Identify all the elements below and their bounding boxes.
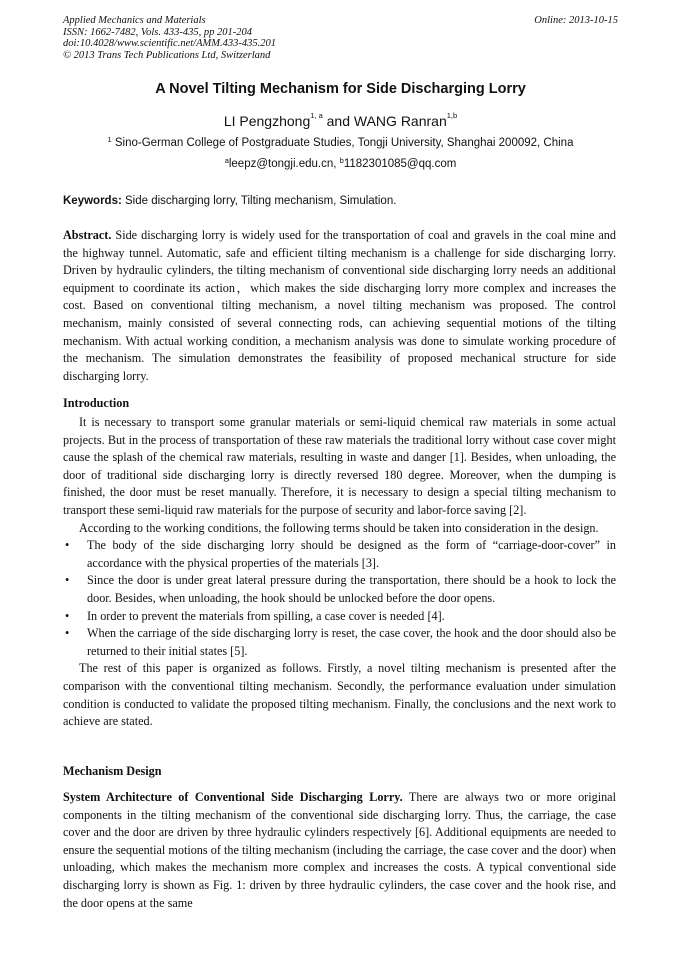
journal-name: Applied Mechanics and Materials bbox=[63, 15, 206, 26]
bullet-marker: • bbox=[65, 538, 70, 553]
bullet-marker: • bbox=[65, 608, 70, 623]
mechanism-design-heading: Mechanism Design bbox=[63, 764, 162, 778]
email-b: 1182301085@qq.com bbox=[343, 158, 457, 170]
keywords bbox=[63, 195, 618, 207]
keywords-text: Side discharging lorry, Tilting mechanism, Simulation. bbox=[121, 195, 397, 207]
online-date: Online: 2013-10-15 bbox=[534, 15, 618, 26]
email-line bbox=[63, 158, 618, 170]
mechanism-paragraph bbox=[63, 789, 616, 912]
author-2-name: WANG Ranran bbox=[353, 113, 447, 129]
mechanism-text: There are always two or more original components in the tilting mechanism of the conventional side discharging lorry. Thus, the carriage, the case cover and the door are driven by three hydraulic cylinders respectively [6]. Additional equipments are needed to ensure the sequential motions of the tilting mechanism (including the carriage, the case cover and the door) when unloading, which makes the mechanism more complex and increases the costs. A typical conventional side discharging lorry is shown as Fig. 1: driven by three hydraulic cylinders, the case cover and the hook rise, and the door opens at the same bbox=[63, 790, 616, 910]
author-conjunction: and bbox=[322, 113, 354, 129]
affiliation bbox=[63, 137, 618, 149]
journal-header bbox=[63, 15, 618, 61]
mechanism-subheading: System Architecture of Conventional Side Discharging Lorry. bbox=[63, 790, 403, 804]
list-item bbox=[63, 625, 616, 660]
list-item bbox=[63, 608, 616, 626]
intro-paragraph-1: It is necessary to transport some granular materials or semi-liquid chemical raw materials in some actual projects. But in the process of transportation of these raw materials the traditional lorry without case cover might cause the splash of the chemical raw materials, resulting in waste and danger [1]. Besides, when unloading, the door of traditional side discharging lorry is directly reversed 180 degree. Moreover, when the dumping is finished, the door must be reset manually. Therefore, it is necessary to design a special tilting mechanism to transport these semi-liquid raw materials for the purpose of security and labor-force saving [2]. bbox=[63, 415, 616, 517]
list-item-text: Since the door is under great lateral pressure during the transportation, there should be a hook to lock the door. Besides, when unloading, the hook should be unlocked before the door opens. bbox=[87, 573, 616, 605]
bullet-marker: • bbox=[65, 626, 70, 641]
abstract-paragraph bbox=[63, 227, 616, 385]
issn-line: ISSN: 1662-7482, Vols. 433-435, pp 201-204 bbox=[63, 26, 252, 38]
author-2-sup: 1,b bbox=[446, 111, 458, 120]
affiliation-sup: 1 bbox=[107, 135, 112, 144]
author-1-sup: 1, a bbox=[310, 111, 323, 120]
author-line bbox=[63, 113, 618, 129]
email-a-sup: a bbox=[224, 156, 229, 165]
abstract-label: Abstract. bbox=[63, 228, 112, 242]
bullet-marker: • bbox=[65, 573, 70, 588]
list-item-text: In order to prevent the materials from spilling, a case cover is needed [4]. bbox=[87, 608, 445, 623]
abstract bbox=[63, 227, 616, 385]
intro-paragraph-3: The rest of this paper is organized as follows. Firstly, a novel tilting mechanism is presented after the comparison with the conventional tilting mechanism. Secondly, the performance evaluation under simulation condition is conducted to validate the proposed tilting mechanism. Finally, the conclusions and the next work to achieve are stated. bbox=[63, 661, 616, 729]
list-item-text: When the carriage of the side discharging lorry is reset, the case cover, the hook and the door should also be returned to their initial states [5]. bbox=[87, 626, 616, 658]
keywords-label: Keywords: bbox=[63, 195, 122, 207]
abstract-text: Side discharging lorry is widely used for the transportation of coal and gravels in the coal mine and the highway tunnel. Automatic, safe and efficient tilting mechanism is a challenge for side discharging lorry. Driven by hydraulic cylinders, the tilting mechanism of conventional side discharging lorry needs an additional equipment to coordinate its action，which makes the side discharging lorry more complex and increases the cost. Based on conventional tilting mechanism, a novel tilting mechanism was proposed. The control mechanism, mainly consisted of several connecting rods, can achieving sequential motions of the tilting mechanism. With actual working condition, a mechanism analysis was done to simulate working procedure of the mechanism. The simulation demonstrates the feasibility of proposed mechanical structure for side discharging lorry. bbox=[63, 228, 616, 383]
intro-paragraph-2: According to the working conditions, the following terms should be taken into consideration in the design. bbox=[79, 520, 599, 535]
introduction-body bbox=[63, 414, 616, 731]
email-a: leepz@tongji.edu.cn, bbox=[228, 158, 340, 170]
doi-line: doi:10.4028/www.scientific.net/AMM.433-435.201 bbox=[63, 38, 276, 49]
copyright-line: © 2013 Trans Tech Publications Ltd, Switzerland bbox=[63, 49, 271, 61]
requirements-list bbox=[63, 537, 616, 660]
list-item bbox=[63, 572, 616, 607]
email-b-sup: b bbox=[339, 156, 344, 165]
list-item bbox=[63, 537, 616, 572]
list-item-text: The body of the side discharging lorry should be designed as the form of “carriage-door-cover” in accordance with the physical properties of the materials [3]. bbox=[87, 538, 616, 570]
mechanism-body bbox=[63, 789, 616, 912]
introduction-heading: Introduction bbox=[63, 396, 130, 410]
paper-title: A Novel Tilting Mechanism for Side Discharging Lorry bbox=[155, 81, 526, 97]
author-1-name: LI Pengzhong bbox=[223, 113, 311, 129]
affiliation-text: Sino-German College of Postgraduate Studies, Tongji University, Shanghai 200092, China bbox=[114, 137, 574, 149]
